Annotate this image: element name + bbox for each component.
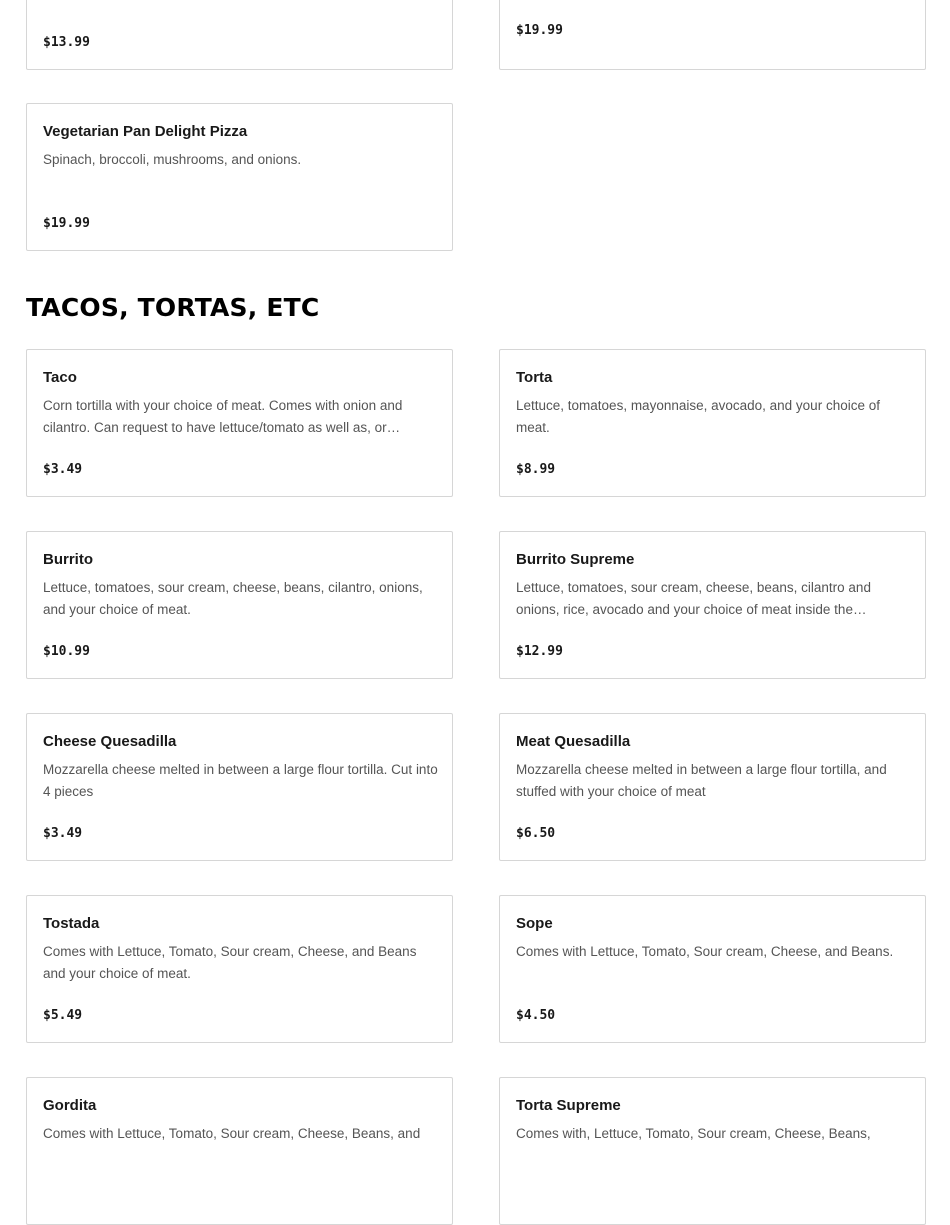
item-description: Comes with, Lettuce, Tomato, Sour cream, Cheese, Beans, xyxy=(516,1126,871,1141)
item-name: Torta Supreme xyxy=(516,1097,621,1114)
item-name: Burrito Supreme xyxy=(516,551,635,568)
menu-item-card-torta[interactable] xyxy=(499,349,926,497)
menu-item-card-sope[interactable] xyxy=(499,895,926,1043)
item-description: Comes with Lettuce, Tomato, Sour cream, Cheese, Beans, and xyxy=(43,1126,421,1141)
section-heading: TACOS, TORTAS, ETC xyxy=(26,293,320,322)
item-price: $3.49 xyxy=(43,462,83,477)
item-price: $6.50 xyxy=(516,826,556,841)
menu-item-card[interactable] xyxy=(26,0,453,70)
item-price: $19.99 xyxy=(43,216,90,231)
menu-item-card-taco[interactable] xyxy=(26,349,453,497)
menu-item-card[interactable] xyxy=(499,0,926,70)
menu-item-card-vegetarian-pan-delight-pizza[interactable] xyxy=(26,103,453,251)
item-description: Mozzarella cheese melted in between a large flour tortilla. Cut into 4 pieces xyxy=(43,762,438,799)
item-price: $3.49 xyxy=(43,826,83,841)
menu-item-card-burrito-supreme[interactable] xyxy=(499,531,926,679)
item-description: Comes with Lettuce, Tomato, Sour cream, Cheese, and Beans and your choice of meat. xyxy=(43,944,417,981)
item-description: Lettuce, tomatoes, sour cream, cheese, beans, cilantro, onions, and your choice of meat. xyxy=(43,580,423,617)
menu-item-card-torta-supreme[interactable] xyxy=(499,1077,926,1225)
item-price: $10.99 xyxy=(43,644,90,659)
item-name: Meat Quesadilla xyxy=(516,733,631,750)
item-description: Comes with Lettuce, Tomato, Sour cream, Cheese, and Beans. xyxy=(516,944,894,959)
item-price: $12.99 xyxy=(516,644,563,659)
item-description: Corn tortilla with your choice of meat. Comes with onion and cilantro. Can request to have lettuce/tomato as well as, or… xyxy=(43,398,403,435)
menu-item-card-burrito[interactable] xyxy=(26,531,453,679)
item-name: Sope xyxy=(516,915,553,932)
item-name: Tostada xyxy=(43,915,100,932)
item-description: Lettuce, tomatoes, sour cream, cheese, beans, cilantro and onions, rice, avocado and your choice of meat inside the… xyxy=(516,580,871,617)
item-description: Mozzarella cheese melted in between a large flour tortilla, and stuffed with your choice of meat xyxy=(516,762,887,799)
item-price: $19.99 xyxy=(516,23,563,38)
menu-item-card-tostada[interactable] xyxy=(26,895,453,1043)
item-price: $13.99 xyxy=(43,35,90,50)
item-name: Burrito xyxy=(43,551,93,568)
item-name: Taco xyxy=(43,369,77,386)
item-name: Torta xyxy=(516,369,553,386)
item-price: $8.99 xyxy=(516,462,556,477)
item-description: Spinach, broccoli, mushrooms, and onions. xyxy=(43,152,302,167)
menu-item-card-meat-quesadilla[interactable] xyxy=(499,713,926,861)
item-description: Lettuce, tomatoes, mayonnaise, avocado, and your choice of meat. xyxy=(516,398,880,435)
item-price: $5.49 xyxy=(43,1008,83,1023)
item-price: $4.50 xyxy=(516,1008,556,1023)
item-name: Gordita xyxy=(43,1097,97,1114)
item-name: Cheese Quesadilla xyxy=(43,733,177,750)
menu-item-card-gordita[interactable] xyxy=(26,1077,453,1225)
item-name: Vegetarian Pan Delight Pizza xyxy=(43,123,248,140)
menu-item-card-cheese-quesadilla[interactable] xyxy=(26,713,453,861)
